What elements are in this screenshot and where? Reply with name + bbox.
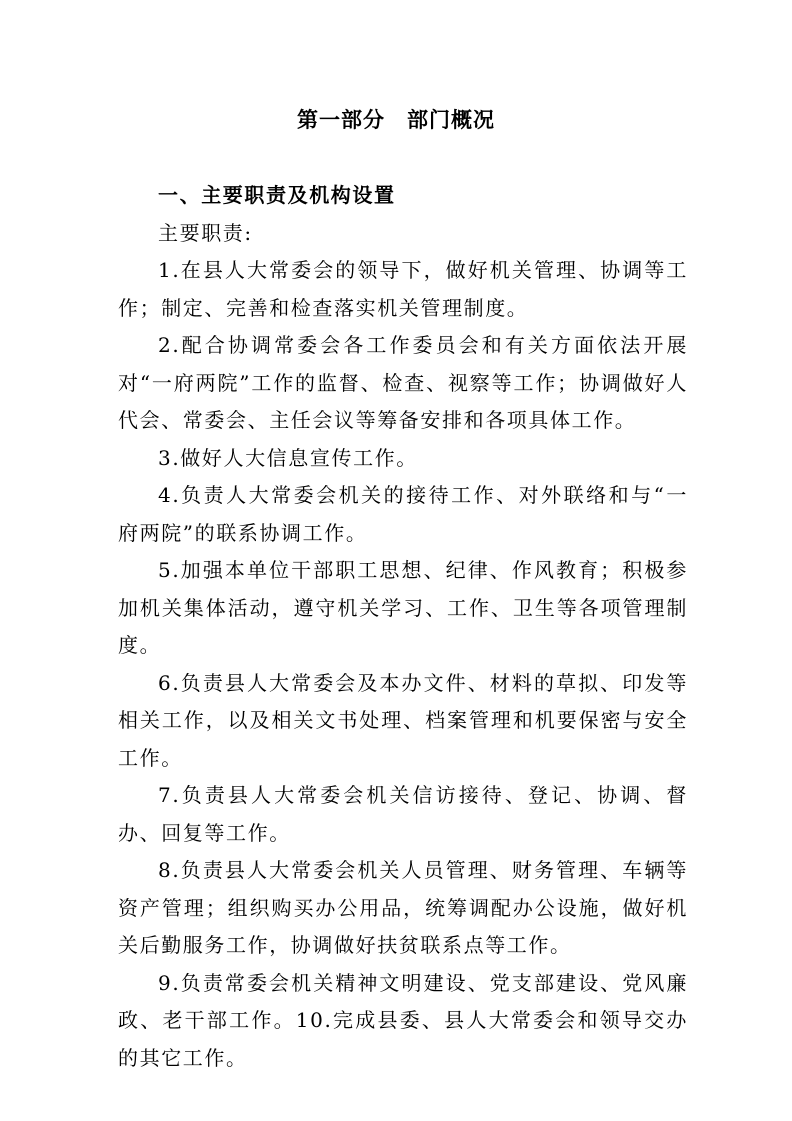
duty-paragraph-5: 5.加强本单位干部职工思想、纪律、作风教育；积极参加机关集体活动，遵守机关学习、工作、卫生等各项管理制度。 xyxy=(118,558,688,657)
duty-paragraph-4: 4.负责人大常委会机关的接待工作、对外联络和与“一府两院”的联系协调工作。 xyxy=(118,483,688,545)
document-body xyxy=(118,177,688,1077)
duty-paragraph-2: 2.配合协调常委会各工作委员会和有关方面依法开展对“一府两院”工作的监督、检查、视察等工作；协调做好人代会、常委会、主任会议等筹备安排和各项具体工作。 xyxy=(118,333,688,432)
page-title: 第一部分 部门概况 xyxy=(297,107,495,132)
duty-paragraph-6: 6.负责县人大常委会及本办文件、材料的草拟、印发等相关工作，以及相关文书处理、档案管理和机要保密与安全工作。 xyxy=(118,670,688,770)
duty-paragraph-7: 7.负责县人大常委会机关信访接待、登记、协调、督办、回复等工作。 xyxy=(118,783,688,845)
intro-label: 主要职责: xyxy=(158,220,253,245)
duty-paragraph-1: 1.在县人大常委会的领导下，做好机关管理、协调等工作；制定、完善和检查落实机关管理制度。 xyxy=(118,258,688,320)
duty-paragraph-8: 8.负责县人大常委会机关人员管理、财务管理、车辆等资产管理；组织购买办公用品，统筹调配办公设施，做好机关后勤服务工作，协调做好扶贫联系点等工作。 xyxy=(118,858,688,957)
duty-paragraph-9: 9.负责常委会机关精神文明建设、党支部建设、党风廉政、老干部工作。10.完成县委、县人大常委会和领导交办的其它工作。 xyxy=(118,970,688,1070)
section-heading: 一、主要职责及机构设置 xyxy=(158,183,396,207)
duty-paragraph-3: 3.做好人大信息宣传工作。 xyxy=(158,445,418,470)
